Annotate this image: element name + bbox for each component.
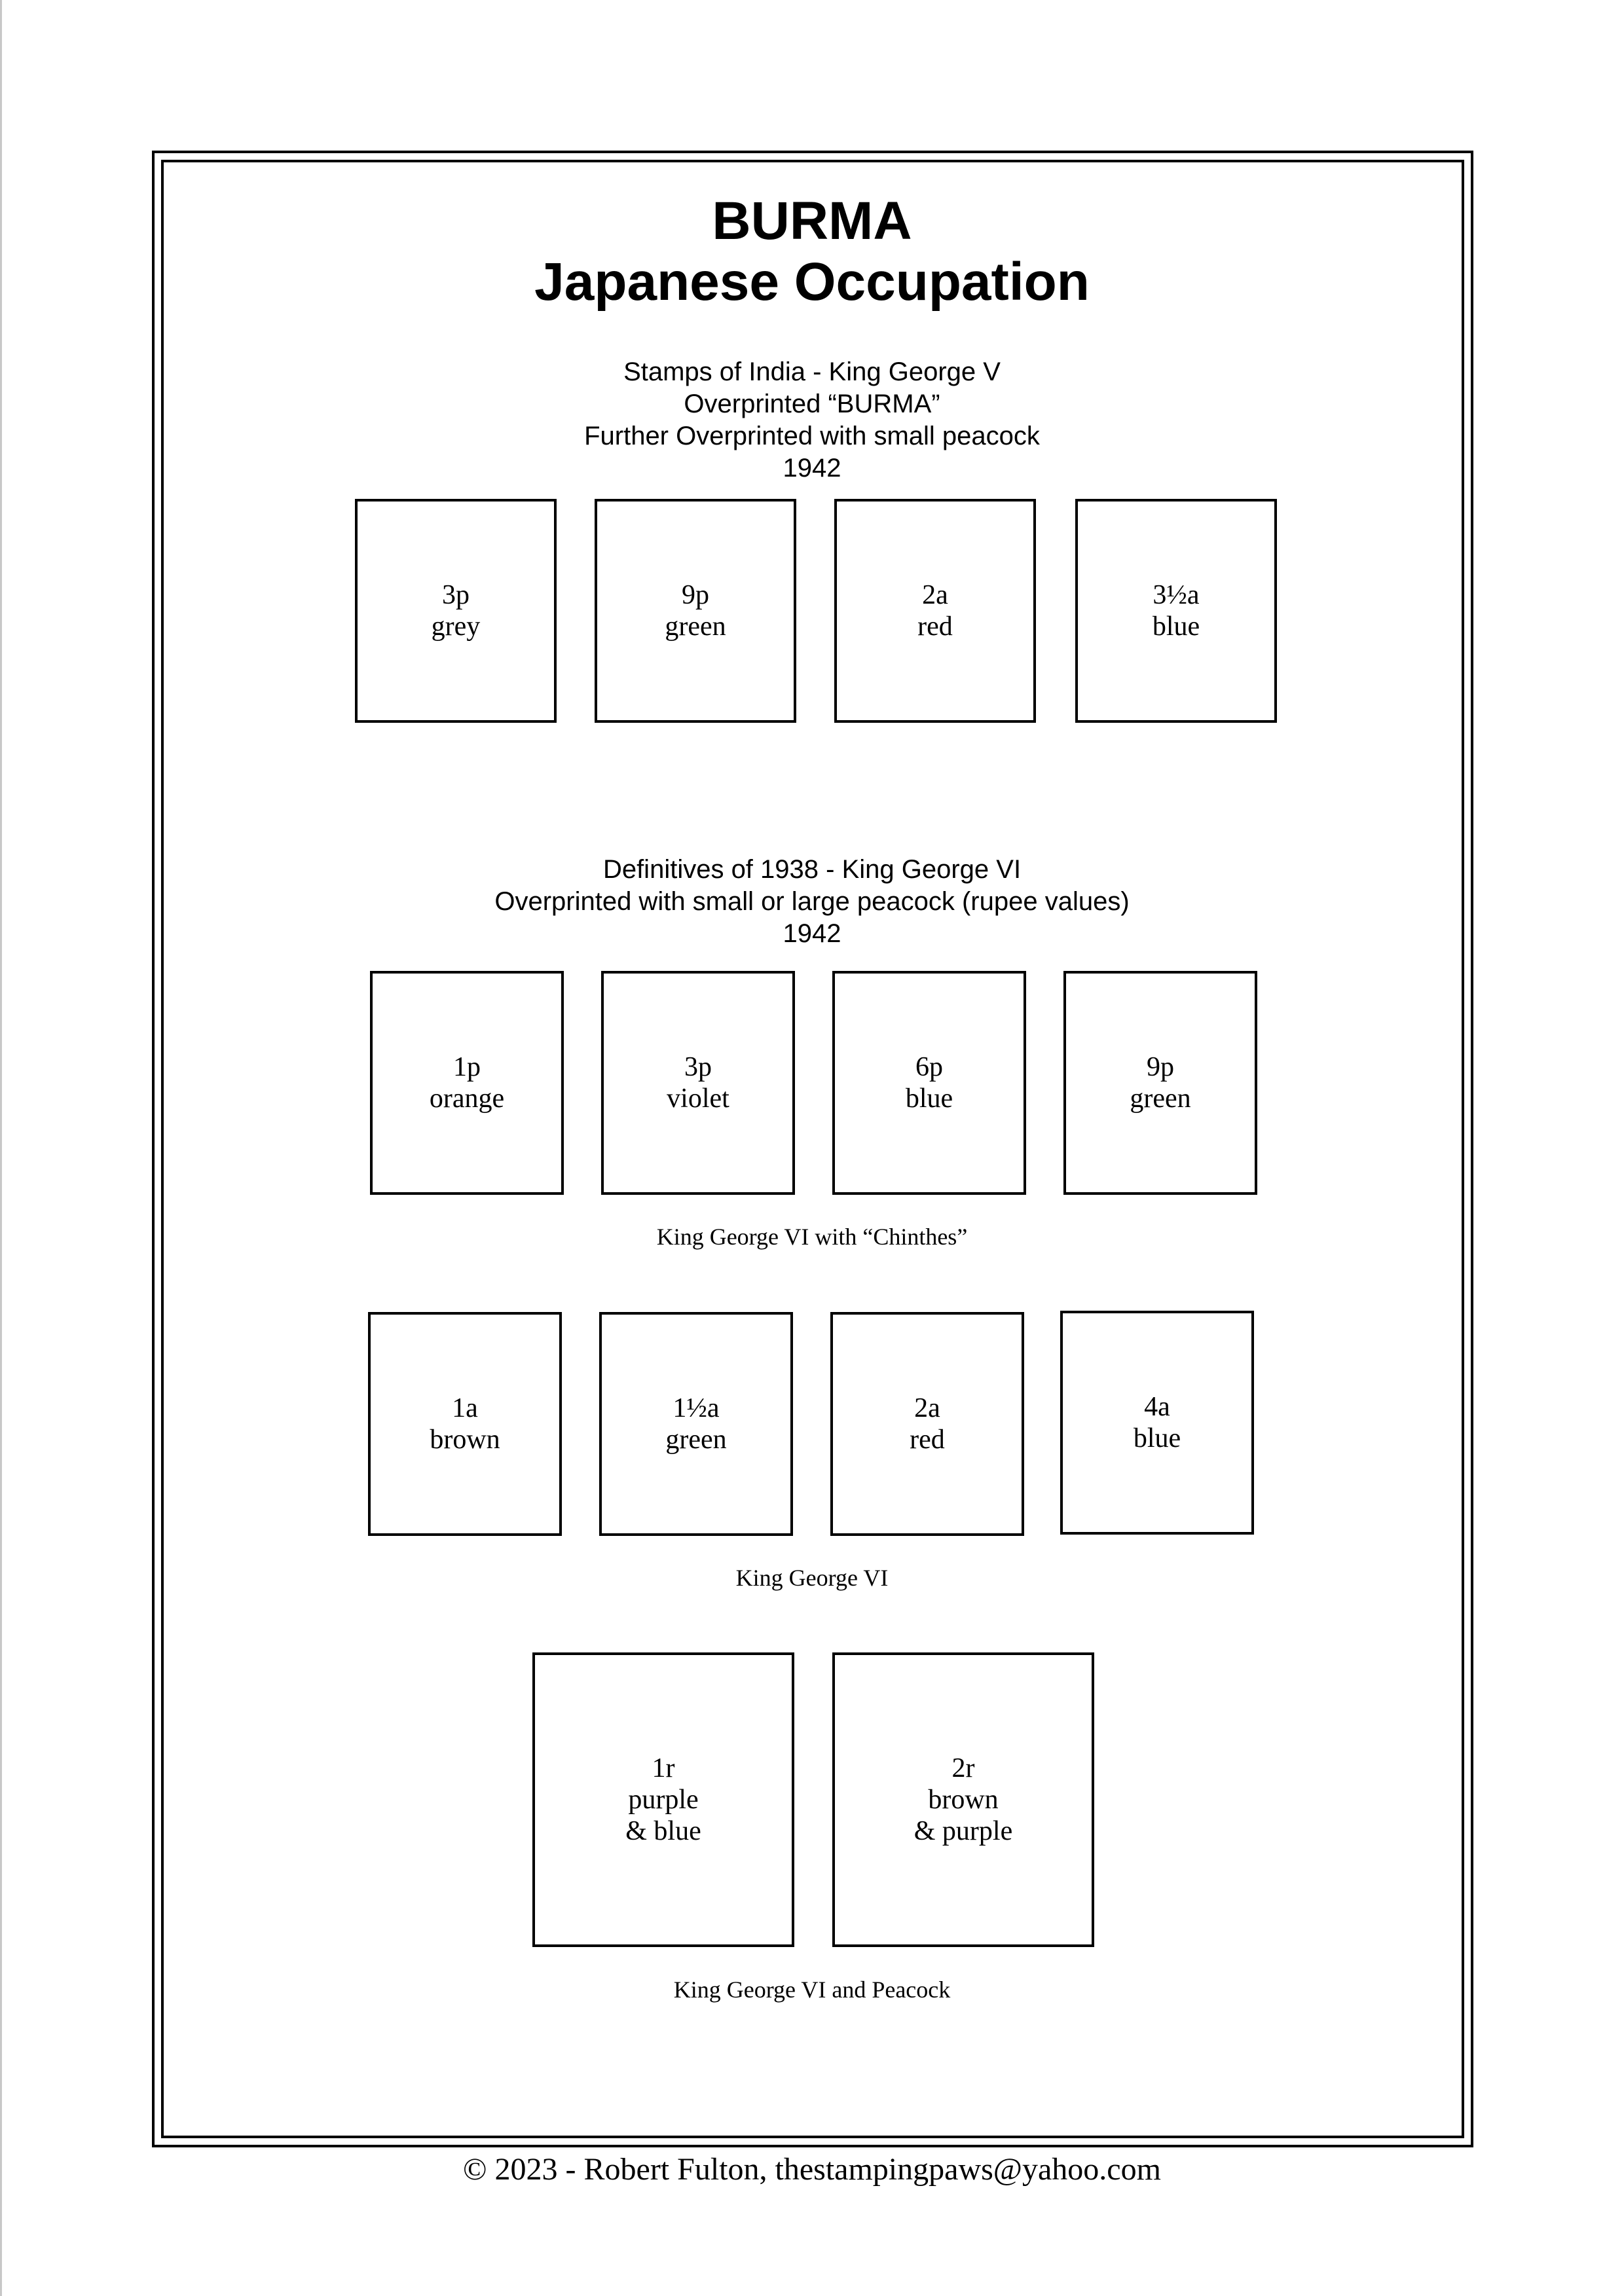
- page-footer: © 2023 - Robert Fulton, thestampingpaws@yahoo.com: [463, 2152, 1161, 2187]
- stamp-value: 2a: [914, 1393, 940, 1423]
- section2-heading-line: Definitives of 1938 - King George VI: [602, 855, 1022, 884]
- row-caption: King George VI and Peacock: [673, 1977, 951, 2003]
- section2-heading-line: Overprinted with small or large peacock (rupee values): [494, 887, 1130, 916]
- stamp-value: 2r: [951, 1753, 975, 1783]
- stamp-box: [832, 1652, 1094, 1947]
- stamp-color: red: [917, 611, 953, 642]
- stamp-value: 1p: [453, 1052, 481, 1082]
- stamp-color: brown: [928, 1785, 999, 1815]
- page-edge-rule: [0, 0, 2, 2296]
- row-caption: King George VI: [735, 1565, 889, 1591]
- stamp-box: [1075, 499, 1277, 723]
- stamp-value: 1½a: [673, 1393, 720, 1423]
- stamp-color: & blue: [625, 1816, 701, 1846]
- section1-heading-line: Further Overprinted with small peacock: [584, 422, 1040, 450]
- stamp-value: 3p: [684, 1052, 712, 1082]
- stamp-color: green: [665, 1425, 727, 1455]
- stamp-value: 9p: [682, 580, 709, 610]
- stamp-box: [832, 971, 1026, 1195]
- stamp-value: 4a: [1144, 1392, 1170, 1422]
- section2-heading-year: 1942: [783, 919, 841, 948]
- stamp-color: brown: [430, 1425, 500, 1455]
- page-subtitle: Japanese Occupation: [534, 252, 1090, 312]
- stamp-box: [355, 499, 557, 723]
- stamp-box: [532, 1652, 794, 1947]
- page-title: BURMA: [712, 191, 912, 251]
- stamp-box: [1063, 971, 1257, 1195]
- stamp-box: [368, 1312, 562, 1536]
- stamp-color: green: [1130, 1084, 1191, 1114]
- section1-heading-line: Stamps of India - King George V: [623, 357, 1001, 386]
- stamp-value: 9p: [1147, 1052, 1174, 1082]
- stamp-box: [834, 499, 1036, 723]
- stamp-box: [599, 1312, 793, 1536]
- stamp-box: [1060, 1311, 1254, 1535]
- row-caption: King George VI with “Chinthes”: [656, 1224, 968, 1250]
- stamp-color: blue: [1133, 1423, 1181, 1453]
- stamp-color: violet: [667, 1084, 729, 1114]
- stamp-box: [370, 971, 564, 1195]
- stamp-color: orange: [429, 1084, 505, 1114]
- stamp-box: [595, 499, 796, 723]
- stamp-color: & purple: [913, 1816, 1013, 1846]
- section1-heading-year: 1942: [783, 454, 841, 483]
- stamp-value: 1a: [452, 1393, 478, 1423]
- stamp-value: 3½a: [1153, 580, 1200, 610]
- stamp-color: blue: [905, 1084, 953, 1114]
- stamp-color: blue: [1152, 611, 1200, 642]
- stamp-color: green: [665, 611, 726, 642]
- stamp-value: 2a: [922, 580, 948, 610]
- stamp-color: purple: [628, 1785, 699, 1815]
- stamp-value: 6p: [915, 1052, 943, 1082]
- stamp-color: grey: [431, 611, 481, 642]
- stamp-box: [601, 971, 795, 1195]
- stamp-box: [830, 1312, 1024, 1536]
- section1-heading-line: Overprinted “BURMA”: [684, 390, 940, 418]
- stamp-value: 3p: [442, 580, 470, 610]
- stamp-color: red: [910, 1425, 945, 1455]
- stamp-value: 1r: [652, 1753, 675, 1783]
